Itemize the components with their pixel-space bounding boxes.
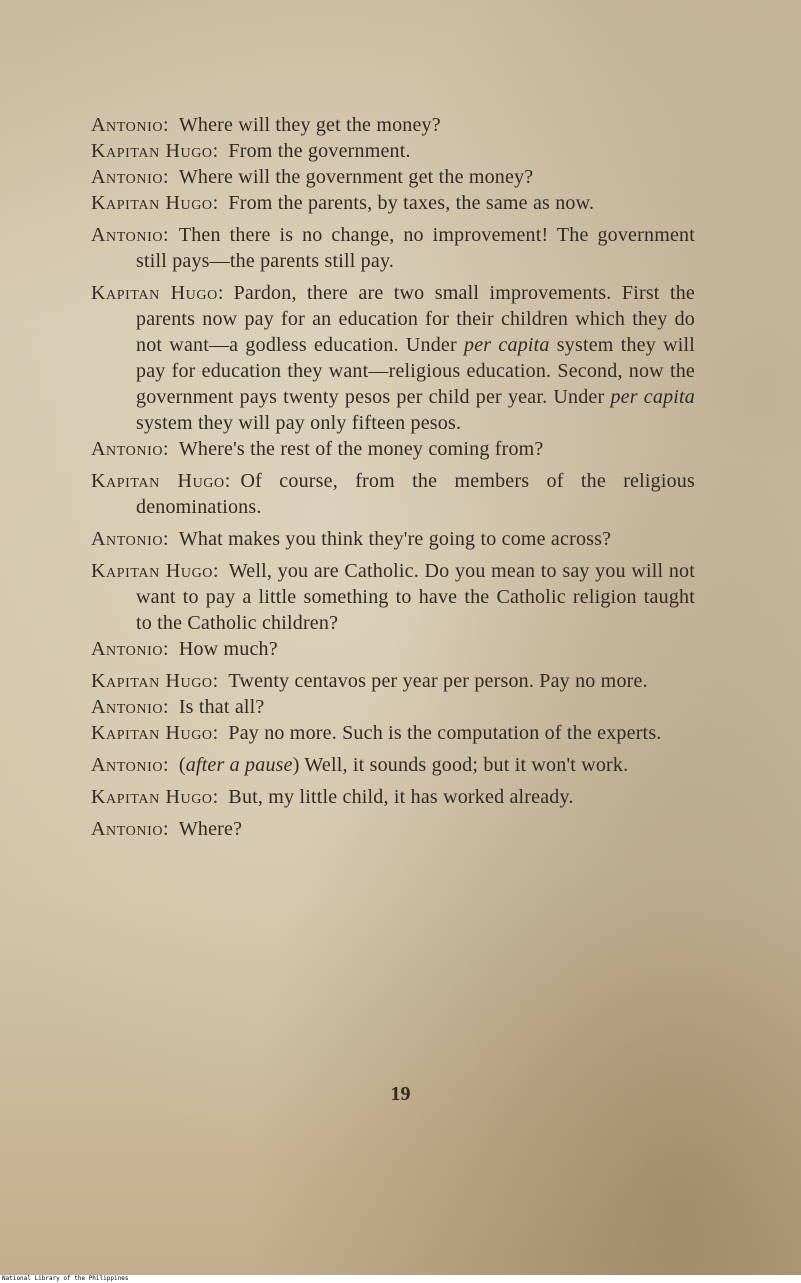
speaker-name: Kapitan Hugo: [91, 670, 213, 692]
speaker-name: Kapitan Hugo: [91, 192, 213, 214]
speech-text: Is that all?: [178, 696, 265, 718]
speech-text: Then there is no change, no improvement! The government still pays—the parents still pay.: [136, 224, 695, 272]
speaker-name: Kapitan Hugo: [91, 560, 214, 582]
dialogue-line: Kapitan Hugo: Well, you are Catholic. Do you mean to say you will not want to pay a little something to have the Catholic religion taught to the Catholic children?: [91, 560, 695, 634]
italic-phrase: per capita: [464, 334, 550, 356]
dialogue-line: Kapitan Hugo: From the government.: [91, 140, 411, 162]
speech-text: Well, you are Catholic. Do you mean to say you will not want to pay a little something to have the Catholic religion taught to the Catholic children?: [136, 560, 695, 634]
speaker-name: Kapitan Hugo: [91, 786, 213, 808]
speaker-name: Antonio: [91, 166, 164, 188]
speech-text: (: [178, 754, 186, 776]
library-credit: National Library of the Philippines: [2, 1275, 129, 1282]
speaker-name: Kapitan Hugo: [91, 722, 213, 744]
speech-text: What makes you think they're going to come across?: [178, 528, 612, 550]
speech-text: Of course, from the members of the religious denominations.: [136, 470, 695, 518]
dialogue-line: Kapitan Hugo: Pay no more. Such is the computation of the experts.: [91, 722, 662, 744]
speaker-name: Kapitan Hugo: [91, 282, 218, 304]
speech-text: Where's the rest of the money coming from?: [178, 438, 544, 460]
italic-phrase: after a pause: [185, 754, 293, 776]
speech-text: system they will pay for education they want—religious education. Second, now the government pays twenty pesos per child per year. Under: [136, 334, 695, 408]
library-footer: [0, 1275, 801, 1283]
dialogue-line: Antonio: Is that all?: [91, 696, 265, 718]
speaker-name: Kapitan Hugo: [91, 470, 225, 492]
speech-text: ) Well, it sounds good; but it won't work.: [292, 754, 629, 776]
speech-text: Where?: [178, 818, 243, 840]
speech-text: Where will they get the money?: [178, 114, 441, 136]
dialogue-line: Kapitan Hugo: Of course, from the members of the religious denominations.: [91, 470, 695, 518]
speech-text: From the government.: [228, 140, 411, 162]
speech-text: Twenty centavos per year per person. Pay no more.: [228, 670, 648, 692]
speaker-name: Antonio: [91, 224, 164, 246]
dialogue-line: Antonio: Where will they get the money?: [91, 114, 441, 136]
speech-text: How much?: [178, 638, 278, 660]
speaker-name: Antonio: [91, 114, 164, 136]
dialogue-line: Kapitan Hugo: But, my little child, it has worked already.: [91, 786, 574, 808]
dialogue-line: Antonio: How much?: [91, 638, 278, 660]
dialogue-line: Kapitan Hugo: From the parents, by taxes, the same as now.: [91, 192, 595, 214]
speaker-name: Antonio: [91, 438, 164, 460]
dialogue-line: Kapitan Hugo: Pardon, there are two small improvements. First the parents now pay for an education for their children which they do not want—a godless education. Under per capita system they will pay for education they want—religious education. Second, now the government pays twenty pesos per child per year. Under per capita system they will pay only fifteen pesos.: [91, 282, 695, 434]
speech-text: But, my little child, it has worked already.: [228, 786, 574, 808]
dialogue-line: Antonio: Where?: [91, 818, 243, 840]
dialogue-line: Antonio: (after a pause) Well, it sounds good; but it won't work.: [91, 754, 629, 776]
speech-text: Pay no more. Such is the computation of the experts.: [228, 722, 662, 744]
speech-text: Pardon, there are two small improvements. First the parents now pay for an education for their children which they do not want—a godless education. Under: [136, 282, 695, 356]
speaker-name: Kapitan Hugo: [91, 140, 213, 162]
dialogue-text: [91, 112, 695, 842]
speech-text: system they will pay only fifteen pesos.: [136, 412, 462, 434]
dialogue-line: Antonio: Where will the government get the money?: [91, 166, 534, 188]
dialogue-line: Antonio: Where's the rest of the money coming from?: [91, 438, 544, 460]
speaker-name: Antonio: [91, 638, 164, 660]
speaker-name: Antonio: [91, 528, 164, 550]
dialogue-line: Kapitan Hugo: Twenty centavos per year per person. Pay no more.: [91, 670, 648, 692]
speaker-name: Antonio: [91, 754, 164, 776]
italic-phrase: per capita: [610, 386, 695, 408]
speaker-name: Antonio: [91, 818, 164, 840]
dialogue-line: Antonio: Then there is no change, no improvement! The government still pays—the parents still pay.: [91, 224, 695, 272]
speaker-name: Antonio: [91, 696, 164, 718]
dialogue-line: Antonio: What makes you think they're going to come across?: [91, 528, 612, 550]
page-number: 19: [390, 1083, 411, 1105]
speech-text: From the parents, by taxes, the same as now.: [228, 192, 595, 214]
speech-text: Where will the government get the money?: [178, 166, 534, 188]
